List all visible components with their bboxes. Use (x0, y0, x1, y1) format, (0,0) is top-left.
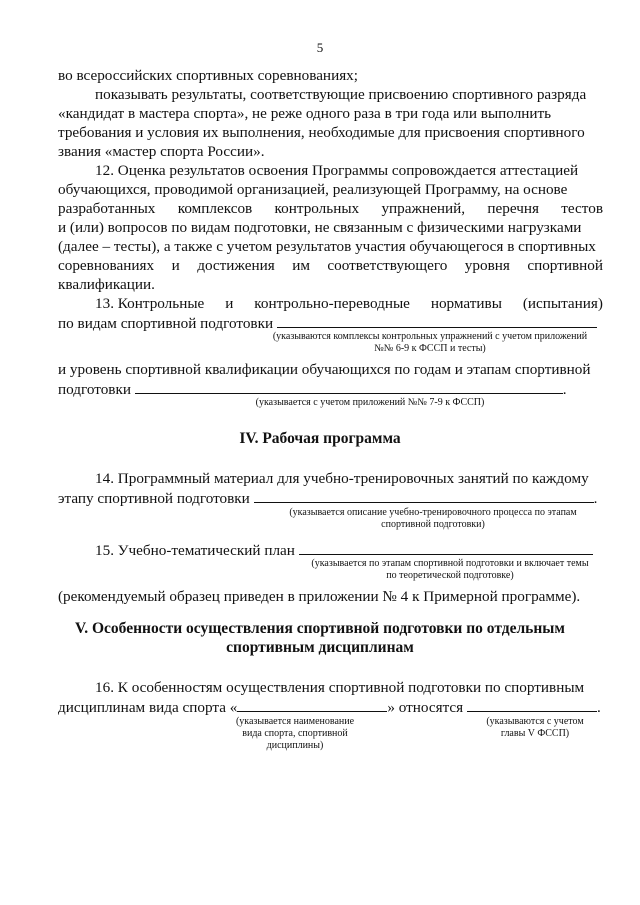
fill-in-blank (277, 313, 597, 328)
paragraph-line: (рекомендуемый образец приведен в приложении № 4 к Примерной программе). (58, 588, 581, 605)
paragraph-line: и уровень спортивной квалификации обучающихся по годам и этапам спортивной (58, 361, 591, 378)
text-run: по видам спортивной подготовки (58, 315, 274, 332)
paragraph-line (95, 540, 603, 560)
field-note: вида спорта, спортивной (242, 728, 348, 739)
word: (испытания) (522, 295, 603, 312)
word: 13. Контрольные (95, 295, 205, 312)
fill-in-blank (135, 379, 563, 394)
word: контрольно-переводные (254, 295, 410, 312)
field-note: спортивной подготовки) (381, 519, 485, 530)
paragraph-line: 12. Оценка результатов освоения Программы сопровождается аттестацией (95, 162, 579, 179)
text-run: дисциплинам вида спорта « (58, 699, 238, 716)
word: нормативы (430, 295, 502, 312)
paragraph-line: обучающихся, проводимой организацией, реализующей Программу, на основе (58, 181, 568, 198)
section-heading: спортивным дисциплинам (226, 639, 414, 656)
field-note: (указываются с учетом (486, 716, 584, 727)
paragraph-line-justified (95, 294, 603, 313)
paragraph-line (58, 488, 603, 508)
paragraph-line: во всероссийских спортивных соревнованиях; (58, 67, 358, 84)
paragraph-line (58, 104, 603, 123)
paragraph-line-justified (58, 256, 603, 275)
paragraph-line: требования и условия их выполнения, необходимые для присвоения спортивного (58, 124, 585, 141)
word: тестов (561, 200, 603, 217)
field-note: (указывается описание учебно-тренировочного процесса по этапам (289, 507, 577, 518)
field-note: (указывается по этапам спортивной подготовки и включает темы (311, 558, 589, 569)
word: соревнованиях (58, 257, 155, 274)
word: уровня (464, 257, 510, 274)
paragraph-line: квалификации. (58, 276, 155, 293)
fill-in-blank (467, 697, 597, 712)
paragraph-line: (далее – тесты), а также с учетом результатов участия обучающегося в спортивных (58, 238, 596, 255)
paragraph-line: показывать результаты, соответствующие присвоению спортивного разряда (95, 86, 587, 103)
fill-in-blank (254, 488, 594, 503)
paragraph-line (58, 313, 603, 333)
paragraph-line (58, 379, 603, 399)
word: и (225, 295, 234, 312)
field-note: главы V ФССП) (500, 728, 570, 739)
word: упражнений, (381, 200, 466, 217)
page-number: 5 (316, 40, 324, 55)
text-run: » относятся (387, 699, 464, 716)
text-run: подготовки (58, 381, 131, 398)
field-note: (указываются комплексы контрольных упражнений с учетом приложений (272, 331, 588, 342)
field-note: дисциплины) (266, 740, 324, 751)
word: перечня (487, 200, 539, 217)
word: контрольных (274, 200, 360, 217)
word: им (292, 257, 310, 274)
paragraph-line-justified (58, 199, 603, 218)
text-run: . (593, 490, 598, 507)
paragraph-line: звания «мастер спорта России». (58, 143, 265, 160)
section-heading: V. Особенности осуществления спортивной подготовки по отдельным (75, 620, 565, 637)
paragraph-line: и (или) вопросов по видам подготовки, не связанным с физическими нагрузками (58, 219, 582, 236)
fill-in-blank (237, 697, 387, 712)
paragraph-line: 16. К особенностям осуществления спортивной подготовки по спортивным (95, 679, 585, 696)
word: соответствующего (327, 257, 448, 274)
field-note: (указывается наименование (235, 716, 355, 727)
word: и (171, 257, 180, 274)
text-run: 15. Учебно-тематический план (95, 542, 295, 559)
paragraph-line: 14. Программный материал для учебно-тренировочных занятий по каждому (95, 470, 589, 487)
text-run: . (562, 381, 567, 398)
text-run: «кандидат в мастера спорта», не реже одного раза в три года или выполнить (58, 105, 552, 122)
paragraph-line (58, 697, 603, 717)
section-heading: IV. Рабочая программа (239, 430, 401, 447)
text-run: этапу спортивной подготовки (58, 490, 250, 507)
fill-in-blank (299, 540, 593, 555)
word: комплексов (177, 200, 253, 217)
word: достижения (197, 257, 275, 274)
text-run: . (596, 699, 601, 716)
word: разработанных (58, 200, 156, 217)
field-note: №№ 6-9 к ФССП и тесты) (374, 343, 486, 354)
word: спортивной (527, 257, 603, 274)
field-note: (указывается с учетом приложений №№ 7-9 к ФССП) (255, 397, 485, 408)
field-note: по теоретической подготовке) (386, 570, 514, 581)
